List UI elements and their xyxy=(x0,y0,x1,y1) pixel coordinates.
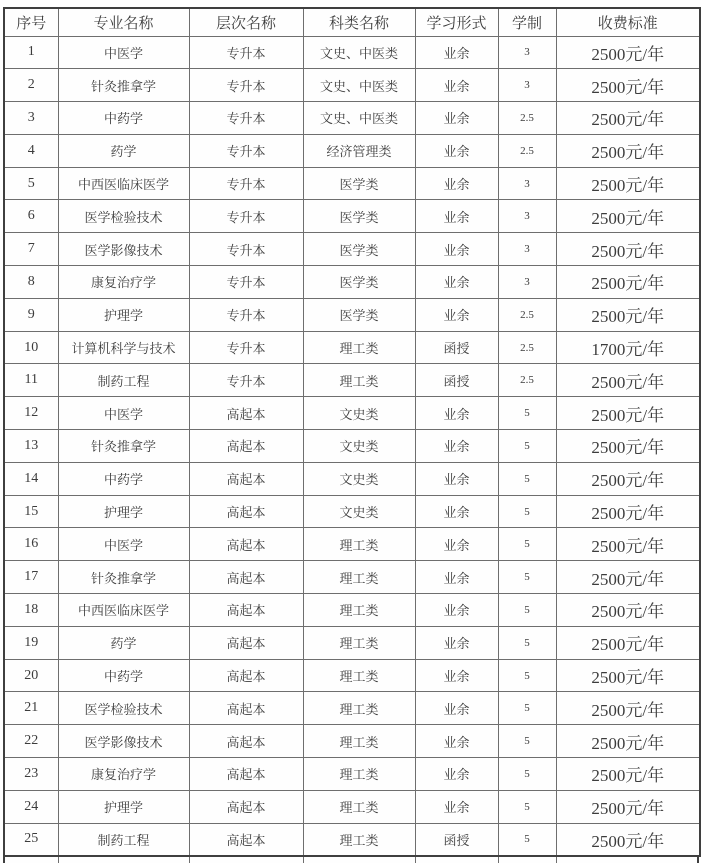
cell-fee-standard: 2500元/年 xyxy=(556,167,700,200)
cell-study-form: 业余 xyxy=(415,134,498,167)
cell-level-name: 专升本 xyxy=(189,364,303,397)
cell-index: 21 xyxy=(4,692,58,725)
cell-level-name: 专升本 xyxy=(189,69,303,102)
cutoff-cell xyxy=(499,857,557,863)
cell-fee-standard: 2500元/年 xyxy=(556,233,700,266)
cell-study-form: 函授 xyxy=(415,331,498,364)
cell-index: 3 xyxy=(4,102,58,135)
table-row xyxy=(4,36,700,69)
cell-index: 25 xyxy=(4,823,58,856)
cell-duration: 5 xyxy=(498,659,556,692)
table-row xyxy=(4,397,700,430)
cell-fee-standard: 2500元/年 xyxy=(556,102,700,135)
cell-index: 14 xyxy=(4,462,58,495)
cell-index: 1 xyxy=(4,36,58,69)
cell-major-name: 医学检验技术 xyxy=(58,200,189,233)
cell-duration: 5 xyxy=(498,430,556,463)
cell-category-name: 文史类 xyxy=(303,495,415,528)
cell-category-name: 理工类 xyxy=(303,758,415,791)
cell-major-name: 中药学 xyxy=(58,659,189,692)
table-row xyxy=(4,364,700,397)
cell-index: 2 xyxy=(4,69,58,102)
header-category-name: 科类名称 xyxy=(303,8,415,36)
cell-duration: 2.5 xyxy=(498,364,556,397)
cutoff-partial-row xyxy=(3,857,699,863)
cell-study-form: 函授 xyxy=(415,823,498,856)
cell-category-name: 医学类 xyxy=(303,233,415,266)
cell-duration: 5 xyxy=(498,692,556,725)
cell-major-name: 针灸推拿学 xyxy=(58,561,189,594)
cell-major-name: 制药工程 xyxy=(58,364,189,397)
cell-level-name: 专升本 xyxy=(189,298,303,331)
table-row xyxy=(4,430,700,463)
cell-level-name: 专升本 xyxy=(189,167,303,200)
header-fee-standard: 收费标准 xyxy=(556,8,700,36)
cell-fee-standard: 2500元/年 xyxy=(556,626,700,659)
table-body xyxy=(4,36,700,856)
cell-level-name: 高起本 xyxy=(189,790,303,823)
cell-duration: 2.5 xyxy=(498,102,556,135)
cell-category-name: 医学类 xyxy=(303,200,415,233)
cell-fee-standard: 2500元/年 xyxy=(556,298,700,331)
cell-level-name: 高起本 xyxy=(189,397,303,430)
table-row xyxy=(4,725,700,758)
cell-level-name: 专升本 xyxy=(189,134,303,167)
cell-fee-standard: 2500元/年 xyxy=(556,397,700,430)
cell-level-name: 高起本 xyxy=(189,692,303,725)
cell-index: 20 xyxy=(4,659,58,692)
cell-duration: 3 xyxy=(498,36,556,69)
cell-level-name: 高起本 xyxy=(189,495,303,528)
cell-index: 10 xyxy=(4,331,58,364)
cell-category-name: 理工类 xyxy=(303,364,415,397)
table-row xyxy=(4,790,700,823)
cell-duration: 3 xyxy=(498,69,556,102)
cell-major-name: 护理学 xyxy=(58,298,189,331)
cell-major-name: 医学影像技术 xyxy=(58,233,189,266)
cell-index: 4 xyxy=(4,134,58,167)
cell-fee-standard: 1700元/年 xyxy=(556,331,700,364)
table-row xyxy=(4,298,700,331)
cell-level-name: 高起本 xyxy=(189,659,303,692)
cell-level-name: 专升本 xyxy=(189,331,303,364)
cell-level-name: 专升本 xyxy=(189,36,303,69)
cell-major-name: 针灸推拿学 xyxy=(58,69,189,102)
cell-major-name: 中药学 xyxy=(58,102,189,135)
cell-major-name: 计算机科学与技术 xyxy=(58,331,189,364)
table-row xyxy=(4,102,700,135)
cell-level-name: 高起本 xyxy=(189,430,303,463)
table-row xyxy=(4,758,700,791)
cell-level-name: 高起本 xyxy=(189,594,303,627)
cell-study-form: 业余 xyxy=(415,790,498,823)
cell-duration: 5 xyxy=(498,462,556,495)
header-major-name: 专业名称 xyxy=(58,8,189,36)
cell-study-form: 业余 xyxy=(415,102,498,135)
cell-major-name: 中医学 xyxy=(58,36,189,69)
cell-study-form: 业余 xyxy=(415,758,498,791)
cell-study-form: 业余 xyxy=(415,594,498,627)
cell-category-name: 文史类 xyxy=(303,462,415,495)
cell-major-name: 护理学 xyxy=(58,790,189,823)
cell-major-name: 药学 xyxy=(58,626,189,659)
cell-duration: 3 xyxy=(498,167,556,200)
cell-duration: 3 xyxy=(498,233,556,266)
cell-duration: 5 xyxy=(498,725,556,758)
cell-index: 18 xyxy=(4,594,58,627)
cell-duration: 3 xyxy=(498,266,556,299)
cell-fee-standard: 2500元/年 xyxy=(556,364,700,397)
cell-major-name: 中医学 xyxy=(58,397,189,430)
cell-fee-standard: 2500元/年 xyxy=(556,692,700,725)
cutoff-cell xyxy=(416,857,499,863)
cell-level-name: 高起本 xyxy=(189,626,303,659)
cell-level-name: 专升本 xyxy=(189,200,303,233)
cell-major-name: 中医学 xyxy=(58,528,189,561)
cell-fee-standard: 2500元/年 xyxy=(556,725,700,758)
cell-index: 12 xyxy=(4,397,58,430)
cell-category-name: 文史、中医类 xyxy=(303,36,415,69)
cell-category-name: 文史类 xyxy=(303,397,415,430)
cell-major-name: 中药学 xyxy=(58,462,189,495)
cell-study-form: 业余 xyxy=(415,659,498,692)
cell-fee-standard: 2500元/年 xyxy=(556,823,700,856)
cell-category-name: 医学类 xyxy=(303,266,415,299)
cell-study-form: 业余 xyxy=(415,233,498,266)
cell-level-name: 高起本 xyxy=(189,823,303,856)
header-study-form: 学习形式 xyxy=(415,8,498,36)
cutoff-cell xyxy=(59,857,190,863)
cell-fee-standard: 2500元/年 xyxy=(556,462,700,495)
cell-duration: 5 xyxy=(498,594,556,627)
table-row xyxy=(4,626,700,659)
cell-category-name: 文史、中医类 xyxy=(303,102,415,135)
table-row xyxy=(4,594,700,627)
cell-study-form: 业余 xyxy=(415,725,498,758)
cell-study-form: 业余 xyxy=(415,528,498,561)
cell-index: 17 xyxy=(4,561,58,594)
cell-fee-standard: 2500元/年 xyxy=(556,200,700,233)
cell-level-name: 高起本 xyxy=(189,528,303,561)
cell-major-name: 制药工程 xyxy=(58,823,189,856)
cell-study-form: 业余 xyxy=(415,561,498,594)
cell-category-name: 文史类 xyxy=(303,430,415,463)
cell-category-name: 理工类 xyxy=(303,659,415,692)
table-row xyxy=(4,233,700,266)
cell-index: 11 xyxy=(4,364,58,397)
table-row xyxy=(4,69,700,102)
cell-category-name: 医学类 xyxy=(303,167,415,200)
cell-duration: 5 xyxy=(498,528,556,561)
cell-study-form: 业余 xyxy=(415,495,498,528)
cell-category-name: 理工类 xyxy=(303,790,415,823)
cell-study-form: 业余 xyxy=(415,626,498,659)
cell-major-name: 针灸推拿学 xyxy=(58,430,189,463)
cutoff-cell xyxy=(304,857,416,863)
cell-study-form: 业余 xyxy=(415,462,498,495)
cell-duration: 5 xyxy=(498,823,556,856)
cell-index: 13 xyxy=(4,430,58,463)
cell-index: 7 xyxy=(4,233,58,266)
cell-level-name: 专升本 xyxy=(189,233,303,266)
cell-index: 19 xyxy=(4,626,58,659)
cell-category-name: 医学类 xyxy=(303,298,415,331)
cell-index: 24 xyxy=(4,790,58,823)
cell-category-name: 理工类 xyxy=(303,331,415,364)
cell-index: 5 xyxy=(4,167,58,200)
cell-fee-standard: 2500元/年 xyxy=(556,430,700,463)
cell-duration: 5 xyxy=(498,758,556,791)
cell-study-form: 业余 xyxy=(415,36,498,69)
cell-duration: 3 xyxy=(498,200,556,233)
cell-major-name: 中西医临床医学 xyxy=(58,167,189,200)
cell-study-form: 函授 xyxy=(415,364,498,397)
table-row xyxy=(4,692,700,725)
cell-study-form: 业余 xyxy=(415,69,498,102)
cell-major-name: 医学影像技术 xyxy=(58,725,189,758)
cell-study-form: 业余 xyxy=(415,298,498,331)
cell-major-name: 医学检验技术 xyxy=(58,692,189,725)
cell-study-form: 业余 xyxy=(415,266,498,299)
table-row xyxy=(4,528,700,561)
cell-category-name: 经济管理类 xyxy=(303,134,415,167)
cutoff-cell xyxy=(5,857,59,863)
cell-fee-standard: 2500元/年 xyxy=(556,528,700,561)
table-row xyxy=(4,134,700,167)
cell-duration: 2.5 xyxy=(498,134,556,167)
cell-major-name: 康复治疗学 xyxy=(58,266,189,299)
cell-index: 8 xyxy=(4,266,58,299)
cell-fee-standard: 2500元/年 xyxy=(556,790,700,823)
cell-category-name: 理工类 xyxy=(303,561,415,594)
cell-duration: 5 xyxy=(498,790,556,823)
cell-major-name: 康复治疗学 xyxy=(58,758,189,791)
cell-category-name: 理工类 xyxy=(303,528,415,561)
cell-category-name: 理工类 xyxy=(303,692,415,725)
table-row xyxy=(4,561,700,594)
cell-study-form: 业余 xyxy=(415,430,498,463)
cell-duration: 5 xyxy=(498,561,556,594)
cell-index: 6 xyxy=(4,200,58,233)
tuition-fee-table xyxy=(3,7,701,857)
cutoff-cell xyxy=(557,857,697,863)
table-row xyxy=(4,200,700,233)
cell-level-name: 专升本 xyxy=(189,266,303,299)
cell-duration: 5 xyxy=(498,397,556,430)
header-level-name: 层次名称 xyxy=(189,8,303,36)
header-duration: 学制 xyxy=(498,8,556,36)
cell-fee-standard: 2500元/年 xyxy=(556,69,700,102)
header-index: 序号 xyxy=(4,8,58,36)
cell-level-name: 高起本 xyxy=(189,462,303,495)
cell-category-name: 理工类 xyxy=(303,626,415,659)
cell-fee-standard: 2500元/年 xyxy=(556,36,700,69)
cell-category-name: 文史、中医类 xyxy=(303,69,415,102)
table-row xyxy=(4,266,700,299)
cell-index: 9 xyxy=(4,298,58,331)
cell-index: 16 xyxy=(4,528,58,561)
cell-index: 22 xyxy=(4,725,58,758)
cell-fee-standard: 2500元/年 xyxy=(556,594,700,627)
cell-category-name: 理工类 xyxy=(303,594,415,627)
cell-duration: 5 xyxy=(498,626,556,659)
cell-level-name: 专升本 xyxy=(189,102,303,135)
table-row xyxy=(4,823,700,856)
cell-study-form: 业余 xyxy=(415,200,498,233)
cell-duration: 2.5 xyxy=(498,331,556,364)
cell-level-name: 高起本 xyxy=(189,758,303,791)
cell-level-name: 高起本 xyxy=(189,561,303,594)
cell-study-form: 业余 xyxy=(415,397,498,430)
cell-duration: 5 xyxy=(498,495,556,528)
cell-fee-standard: 2500元/年 xyxy=(556,134,700,167)
cell-category-name: 理工类 xyxy=(303,725,415,758)
cell-index: 23 xyxy=(4,758,58,791)
cell-major-name: 药学 xyxy=(58,134,189,167)
table-row xyxy=(4,462,700,495)
cell-fee-standard: 2500元/年 xyxy=(556,561,700,594)
cell-fee-standard: 2500元/年 xyxy=(556,659,700,692)
cell-level-name: 高起本 xyxy=(189,725,303,758)
cell-fee-standard: 2500元/年 xyxy=(556,758,700,791)
table-row xyxy=(4,331,700,364)
cell-study-form: 业余 xyxy=(415,167,498,200)
cell-study-form: 业余 xyxy=(415,692,498,725)
cell-major-name: 护理学 xyxy=(58,495,189,528)
cell-index: 15 xyxy=(4,495,58,528)
cell-major-name: 中西医临床医学 xyxy=(58,594,189,627)
cell-fee-standard: 2500元/年 xyxy=(556,495,700,528)
cell-category-name: 理工类 xyxy=(303,823,415,856)
cell-fee-standard: 2500元/年 xyxy=(556,266,700,299)
table-row xyxy=(4,167,700,200)
cutoff-cell xyxy=(190,857,304,863)
cell-duration: 2.5 xyxy=(498,298,556,331)
table-row xyxy=(4,659,700,692)
table-header-row xyxy=(4,8,700,36)
table-row xyxy=(4,495,700,528)
